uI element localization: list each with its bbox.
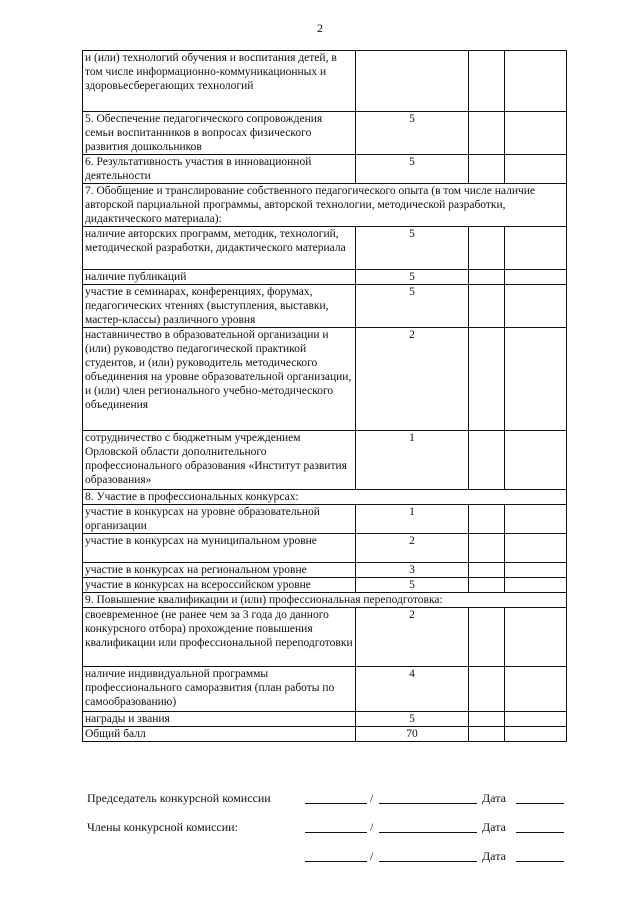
empty-cell [505, 51, 567, 112]
empty-cell [469, 505, 505, 534]
criterion-cell: награды и звания [83, 712, 356, 727]
table-row [83, 712, 567, 727]
points-cell: 5 [356, 155, 469, 184]
empty-cell [469, 563, 505, 578]
empty-cell [505, 112, 567, 155]
chairman-signature-line [87, 791, 577, 809]
empty-cell [505, 328, 567, 431]
criterion-cell: своевременное (не ранее чем за 3 года до данного конкурсного отбора) прохождение повышения квалификации или профессиональной переподготовки [83, 608, 356, 667]
criterion-cell: наличие публикаций [83, 270, 356, 285]
empty-cell [505, 155, 567, 184]
signature-blank [305, 849, 367, 862]
member-signature-line [87, 849, 577, 867]
points-cell: 4 [356, 667, 469, 712]
points-cell: 5 [356, 285, 469, 328]
criterion-cell: наличие авторских программ, методик, технологий, методической разработки, дидактического материала [83, 227, 356, 270]
points-cell: 5 [356, 112, 469, 155]
empty-cell [505, 563, 567, 578]
empty-cell [505, 578, 567, 593]
empty-cell [469, 112, 505, 155]
points-cell: 5 [356, 270, 469, 285]
chairman-label: Председатель конкурсной комиссии [87, 791, 271, 805]
section-header: 7. Обобщение и транслирование собственного педагогического опыта (в том числе наличие авторской парциальной программы, авторской технологии, методической разработки, дидактического материала): [83, 184, 567, 227]
date-label: Дата [482, 791, 506, 805]
points-cell: 5 [356, 578, 469, 593]
table-row [83, 563, 567, 578]
empty-cell [469, 270, 505, 285]
empty-cell [469, 608, 505, 667]
empty-cell [469, 534, 505, 563]
empty-cell [469, 431, 505, 490]
table-row [83, 667, 567, 712]
points-cell: 2 [356, 328, 469, 431]
name-blank [379, 820, 477, 833]
table-row [83, 51, 567, 112]
empty-cell [505, 227, 567, 270]
empty-cell [469, 51, 505, 112]
section-row [83, 593, 567, 608]
empty-cell [469, 712, 505, 727]
empty-cell [505, 285, 567, 328]
criterion-cell: участие в конкурсах на региональном уровне [83, 563, 356, 578]
total-label: Общий балл [83, 727, 356, 742]
empty-cell [469, 328, 505, 431]
table-row [83, 285, 567, 328]
table-row [83, 155, 567, 184]
empty-cell [469, 578, 505, 593]
empty-cell [469, 227, 505, 270]
date-label: Дата [482, 820, 506, 834]
name-blank [379, 849, 477, 862]
points-cell [356, 51, 469, 112]
criterion-cell: участие в конкурсах на всероссийском уровне [83, 578, 356, 593]
empty-cell [505, 534, 567, 563]
date-blank [516, 791, 564, 804]
table-row [83, 328, 567, 431]
empty-cell [505, 667, 567, 712]
empty-cell [505, 608, 567, 667]
table-row [83, 608, 567, 667]
section-header: 8. Участие в профессиональных конкурсах: [83, 490, 567, 505]
signature-slash: / [370, 849, 374, 863]
section-row [83, 490, 567, 505]
criterion-cell: участие в конкурсах на уровне образовательной организации [83, 505, 356, 534]
criterion-cell: наличие индивидуальной программы профессионального саморазвития (план работы по самообразованию) [83, 667, 356, 712]
empty-cell [469, 285, 505, 328]
criterion-cell: наставничество в образовательной организации и (или) руководство педагогической практикой студентов, и (или) руководитель методического объединения на уровне образовательной организации, и (или) член регионального учебно-методического объединения [83, 328, 356, 431]
table-row [83, 227, 567, 270]
member-signature-line [87, 820, 577, 838]
signature-slash: / [370, 820, 374, 834]
points-cell: 3 [356, 563, 469, 578]
score-table [82, 50, 567, 742]
empty-cell [505, 431, 567, 490]
name-blank [379, 791, 477, 804]
empty-cell [469, 727, 505, 742]
criterion-cell: участие в конкурсах на муниципальном уровне [83, 534, 356, 563]
points-cell: 1 [356, 431, 469, 490]
criterion-cell: и (или) технологий обучения и воспитания детей, в том числе информационно-коммуникационных и здоровьесберегающих технологий [83, 51, 356, 112]
empty-cell [505, 270, 567, 285]
members-label: Члены конкурсной комиссии: [87, 820, 238, 834]
criterion-cell: 6. Результативность участия в инновационной деятельности [83, 155, 356, 184]
date-blank [516, 849, 564, 862]
total-points: 70 [356, 727, 469, 742]
empty-cell [505, 727, 567, 742]
points-cell: 2 [356, 608, 469, 667]
date-label: Дата [482, 849, 506, 863]
total-row [83, 727, 567, 742]
table-row [83, 534, 567, 563]
empty-cell [505, 505, 567, 534]
signature-blank [305, 791, 367, 804]
table-row [83, 270, 567, 285]
date-blank [516, 820, 564, 833]
empty-cell [469, 155, 505, 184]
points-cell: 1 [356, 505, 469, 534]
table-row [83, 578, 567, 593]
points-cell: 5 [356, 712, 469, 727]
empty-cell [505, 712, 567, 727]
criterion-cell: 5. Обеспечение педагогического сопровождения семьи воспитанников в вопросах физического развития дошкольников [83, 112, 356, 155]
section-header: 9. Повышение квалификации и (или) профессиональная переподготовка: [83, 593, 567, 608]
signature-blank [305, 820, 367, 833]
table-row [83, 431, 567, 490]
criterion-cell: участие в семинарах, конференциях, форумах, педагогических чтениях (выступления, выставки, мастер-классы) различного уровня [83, 285, 356, 328]
empty-cell [469, 667, 505, 712]
table-row [83, 505, 567, 534]
table-row [83, 112, 567, 155]
section-row [83, 184, 567, 227]
points-cell: 2 [356, 534, 469, 563]
criterion-cell: сотрудничество с бюджетным учреждением Орловской области дополнительного профессионального образования «Институт развития образования» [83, 431, 356, 490]
points-cell: 5 [356, 227, 469, 270]
page-number: 2 [317, 21, 323, 35]
signature-slash: / [370, 791, 374, 805]
